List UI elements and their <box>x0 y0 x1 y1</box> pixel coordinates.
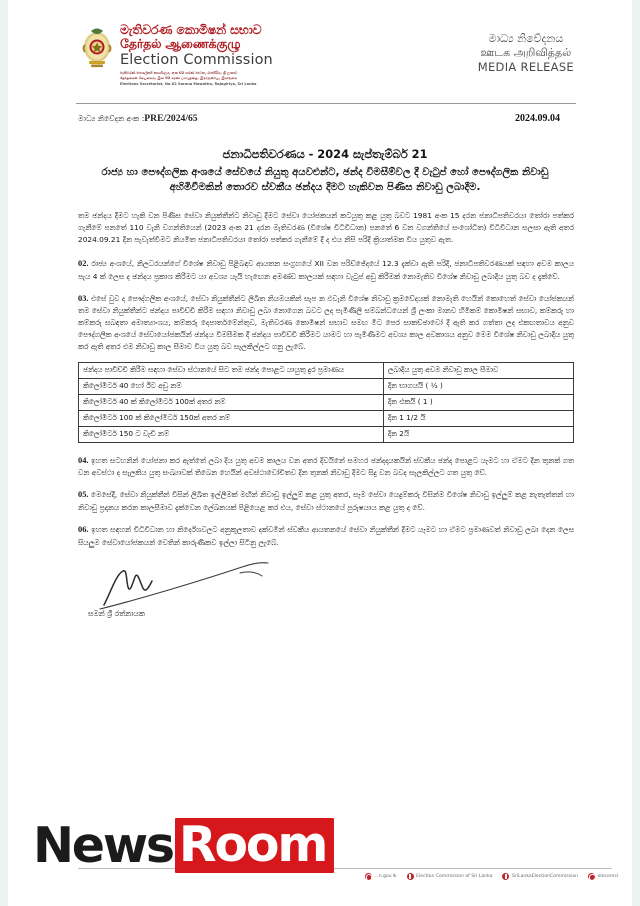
reference-number <box>78 113 198 124</box>
document-body <box>78 210 574 625</box>
document-date: 2024.09.04 <box>515 113 560 124</box>
footer-website-label: ...n.gov.lk <box>374 874 397 879</box>
signatory-name: සමන් ශ්‍රී රත්නායක <box>88 608 145 618</box>
table-row <box>79 410 574 426</box>
paragraph-2-number: 02. <box>78 258 89 268</box>
handwritten-signature <box>90 559 310 615</box>
paragraph-1-text: තම ඡන්දය දීමට හැකි වන පිණිස සේවා නියුක්තීන්ට නිවාඩු දීමට සේවා යෝජකයන් කටයුතු කළ යුතු බවට 1981 අංක 15 දරන ජනාධිපතිවරයා තෝරා පත්කර ගැනීමේ පනතේ 110 වැනි වගන්තියෙන් (2023 අංක 21 දරන මැතිවරණ (විශේෂ විධිවිධාන) පනතේ 6 වන වගන්තියේ සංශෝධිත) විධිවිධාන සලසා ඇති අතර 2024.09.21 දින පැවැත්වීමට නියමිත ජනාධිපතිවරයා තෝරා පත්කර ගැනීමේ දී ද එය නිසි පරිදි ක්‍රියාත්මක විය යුතුව ඇත. <box>78 211 574 244</box>
reference-row <box>78 113 574 124</box>
paragraph-5-text: මෙසේදී, සේවා නියුක්තීන් විසින් ලිඛිත ඉල්ලීමක් මඟින් නිවාඩු ඉල්ලුම් කළ යුතු අතර, සෑම සේවා යෙදුම්කරු විසින්ම විශේෂ නිවාඩු ඉල්ලුම් කළ නැතැත්තන් හා නිවාඩු ප්‍රදානය කරන කාලසීමාව දැක්වෙන ලේඛනයක් පිළියෙළ කර එය, සේවා ස්ථානයේ පුරුෂයාය කළ යුතු ද වේ. <box>78 490 574 512</box>
page-content <box>70 10 580 896</box>
paragraph-3 <box>78 292 574 354</box>
org-address <box>120 71 273 88</box>
table-header-leave: ලබාදිය යුතු අවම නිවාඩු කාල සීමාව <box>383 363 573 379</box>
leave-duration-table-wrap <box>78 362 574 443</box>
paragraph-6 <box>78 523 574 549</box>
footer-twitter-label: elecomsl <box>597 874 618 879</box>
org-address-sinhala: මැතිවරණ මහලේකම් කාර්යාලය, අංක 02 සරණ මාවත, රාජගිරිය, ශ්‍රී ලංකාව <box>120 70 238 75</box>
header-divider <box>76 103 576 104</box>
media-release-sinhala: මාධ්‍ය නිවේදනය <box>488 32 564 45</box>
table-header-row <box>79 363 574 379</box>
footer-item-website[interactable] <box>365 873 397 880</box>
document-page <box>8 0 632 906</box>
footer-facebook-alt-label: SriLankaElectionCommission <box>511 874 579 879</box>
sri-lanka-crest-icon <box>79 25 115 73</box>
signature-block <box>78 563 574 625</box>
logo-text-block <box>120 23 273 88</box>
table-cell-distance: කිලෝමීටර් 150 ට වැඩි නම් <box>79 426 384 442</box>
table-row <box>79 379 574 395</box>
table-cell-distance: කිලෝමීටර් 40 ක් කිලෝමීටර් 100ක් අතර නම් <box>79 394 384 410</box>
table-cell-leave: දින 1 1/2 යි <box>383 410 573 426</box>
twitter-icon <box>588 873 595 880</box>
document-subtitle: රාජ්‍ය හා පෞද්ගලික අංශයේ සේවයේ නියුතු අයවළුන්ට, ඡන්ද විමසීම්වල දී වැටුප් හෝ පෞද්ගලික නිවාඩු අහිමිවීමකින් තොරව ස්වකීය ඡන්දය දීමට හැකිවන පිණිස නිවාඩු ලබාදීම. <box>101 166 549 193</box>
org-address-english: Elections Secretariat, No.02 Sarana Mawatha, Rajagiriya, Sri Lanka <box>120 81 257 86</box>
footer-item-facebook-alt[interactable] <box>502 873 578 880</box>
title-block <box>78 146 572 195</box>
footer-item-facebook-en[interactable] <box>407 873 493 880</box>
media-release-tamil: ஊடக அறிவித்தல் <box>480 46 572 60</box>
paragraph-5-number: 05. <box>78 490 89 500</box>
paragraph-3-text: එසේ වුව ද පෞද්ගලික අංශයේ, සේවා නියුක්තීන්ට ලිඛිත නියමයකින් සැප න ඵවැනි විශේෂ නිවාඩු ක්‍රමවේදයක් නොමැති හෙයින් කොහෙත් සේවා යෝජකයන් තම සේවා නියුක්තීන්ට ඡන්දය පාවිච්චි කිරීම සඳහා නිවාඩු ලබා නොගෙන බවට ලද පැමිණිලි සම්බන්ධයෙන් ශ්‍රී ලංකා මානව හිමිකම් කොමිෂන් සභාව, කම්කරු හා කම්කරු සබඳතා අමාත්‍යාංශය, කම්කරු දෙපාර්තමේන්තුව, මැතිවරණ කොමිෂන් සභාව සමඟ මීට පෙර සාකච්ඡාවෝ දී ඇති කර ගත්තා ලද එකඟතාවය අනුව පෞද්ගලික අංශයේ සේවායෝජකයින් ඡන්දය විමසීමක දී ඡන්දය පාවිච්චි කිරීමට යාමට හා පැමිණීමට අවශ්‍ය කාල අවකාශය අනුව මෙම විශේෂ නිවාඩු ලබාදිය යුතු කර ඇති අතර එම නිවාඩු කාල සීමාව විය යුතු බව සැලකිල්ලට ගනු ලැබේ. <box>78 293 574 352</box>
media-release-label <box>478 32 574 75</box>
paragraph-1 <box>78 210 574 246</box>
org-name-sinhala: මැතිවරණ කොමිෂන් සභාව <box>120 22 262 37</box>
table-cell-leave: දින භාගයයි ( ½ ) <box>383 379 573 395</box>
table-row <box>79 426 574 442</box>
watermark-room-text: Room <box>178 816 327 873</box>
paragraph-4 <box>78 454 574 480</box>
paragraph-3-number: 03. <box>78 293 89 303</box>
paragraph-2 <box>78 257 574 283</box>
org-address-tamil: தேர்தல்கள் செயலகம், இல 02 சரண மாவத்தை, இராஜகிரிய, இலங்கை <box>120 76 237 81</box>
paragraph-5 <box>78 488 574 514</box>
document-footer <box>78 873 618 880</box>
table-cell-leave: දින එකයි ( 1 ) <box>383 394 573 410</box>
facebook-icon <box>407 873 414 880</box>
paragraph-4-text: ඉහත සටහනින් යෝජනා කර ඇත්තේ ලබා දිය යුතු අවම කාලය වන අතර දිවයිනේ සමහර ඡන්දදායකයින් ස්වකීය ඡන්ද පොළට යෑමට හා ඒමට දින තුනක් ගත වන අවස්ථා ද සැලකිය යුතු සංඛ්‍යාවක් තිබෙන හෙයින් අවස්ථාවෝචිතව දින තුනක් නිවාඩු දීමට සිදු වන බවද සැලකිල්ලට ගත යුතු වේ. <box>78 455 575 478</box>
footer-facebook-en-label: Election Commission of Sri Lanka <box>416 874 493 879</box>
table-row <box>79 394 574 410</box>
watermark-news-text: News <box>33 817 173 874</box>
paragraph-6-number: 06. <box>78 524 89 534</box>
table-header-distance: ඡන්දය පාවිච්චි කිරීම සඳහා සේවා ස්ථානයේ සිට තම ඡන්ද පොළට යායුතු දුර ප්‍රමාණය <box>79 363 384 379</box>
document-title: ජනාධිපතිවරණය - 2024 සැප්තැම්බර් 21 <box>222 147 428 161</box>
org-name-tamil: தேர்தல் ஆணைக்குழு <box>120 36 241 52</box>
watermark-room-box <box>175 818 334 873</box>
election-commission-logo <box>79 23 273 88</box>
paragraph-4-number: 04. <box>78 455 89 465</box>
paragraph-2-text: රාජ්‍ය අංශයේ, නිලධරයන්ගේ විශේෂ නිවාඩු පිළිබඳව ආයතන සංග්‍රහයේ XII වන පරිච්ඡේදයේ 12.3 දැක්වා ඇති පරිදි, ජනාධිපතිවරණයක් සඳහා අවම කාලය පැය 4 ක් ලෙස ද ඡන්දය ප්‍රකාශ කිරීමට යා අවශ්‍ය යැයි හැඟෙන අමණ්ඩ කාලයක් සඳහා වැටුප් අඩු කිරීමක් නොමැතිව විශේෂ නිවාඩු ලබාදිය යුතු බව ද දැක්වේ. <box>78 258 574 281</box>
document-header <box>70 10 580 102</box>
reference-label: මාධ්‍ය නිවේදන අංක : <box>78 114 145 123</box>
paragraph-6-text: ඉහත සඳහන් විධිවිධාන හා නිර්දේශවලට අනුකූලතාව දක්වමින් ස්වකීය ආයතනයේ සේවා නියුක්තීන් දීමට යෑමට හා ඒමට ප්‍රමාණවත් නිවාඩු ලබා දෙන ලෙස සියලුම සේවායෝජකයන් වෙතින් කාරුණිකව ඉල්ලා සිටිනු ලැබේ. <box>78 524 574 547</box>
newsroom-watermark <box>33 818 334 873</box>
media-release-english: MEDIA RELEASE <box>477 60 574 75</box>
globe-icon <box>365 873 372 880</box>
table-cell-leave: දින 2යි <box>383 426 573 442</box>
facebook-icon <box>502 873 509 880</box>
table-cell-distance: කිලෝමීටර් 100 ක් කිලෝමීටර් 150ක් අතර නම් <box>79 410 384 426</box>
reference-value: PRE/2024/65 <box>144 113 198 124</box>
org-name-english: Election Commission <box>120 52 273 68</box>
footer-item-twitter[interactable] <box>588 873 618 880</box>
leave-duration-table <box>78 362 574 443</box>
table-cell-distance: කිලෝමීටර් 40 හෝ ඊට අඩු නම් <box>79 379 384 395</box>
